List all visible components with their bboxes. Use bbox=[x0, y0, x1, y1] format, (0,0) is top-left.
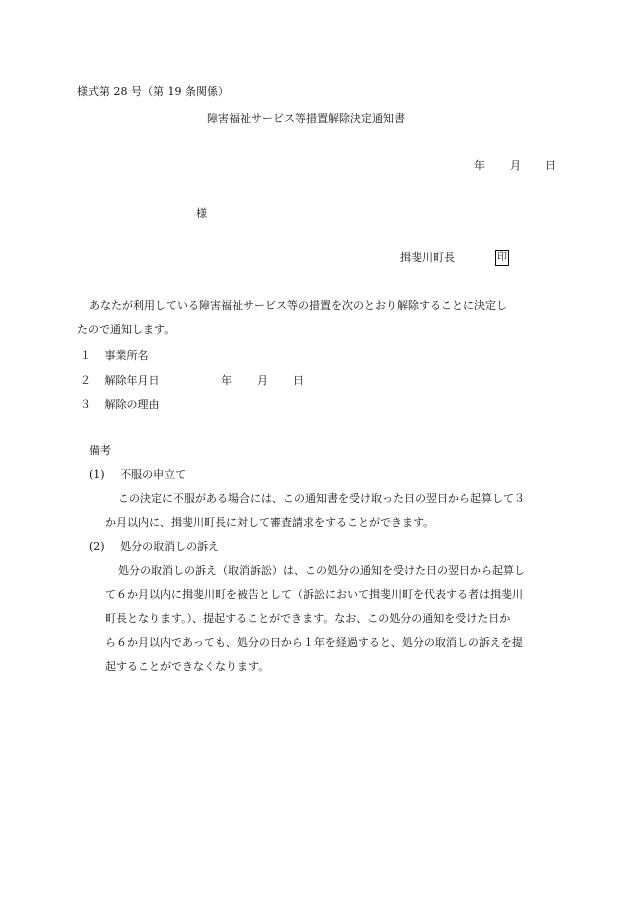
remark-2-title: 処分の取消しの訴え bbox=[120, 540, 220, 553]
remark-1-line-2: か月以内に、揖斐川町長に対して審査請求をすることができます。 bbox=[105, 516, 435, 529]
item-3 bbox=[80, 397, 160, 413]
item-1-number: １ bbox=[80, 349, 91, 362]
remark-2-header bbox=[89, 539, 219, 555]
item-2-month: 月 bbox=[257, 374, 268, 387]
item-2-year: 年 bbox=[221, 374, 232, 387]
date-year: 年 bbox=[474, 159, 485, 172]
remarks-heading: 備考 bbox=[89, 444, 111, 457]
remark-2-line-5: 起することができなくなります。 bbox=[105, 660, 270, 673]
date-day: 日 bbox=[545, 159, 556, 172]
issuer-line bbox=[400, 250, 509, 266]
item-3-number: ３ bbox=[80, 398, 91, 411]
remark-2-line-4: ら６か月以内であっても、処分の日から１年を経過すると、処分の取消しの訴えを提 bbox=[105, 636, 523, 649]
document-title: 障害福祉サービス等措置解除決定通知書 bbox=[207, 112, 405, 125]
remark-2-line-1: 処分の取消しの訴え（取消訴訟）は、この処分の通知を受けた日の翌日から起算し bbox=[118, 564, 525, 577]
remark-2-line-3: 町長となります。）、提起することができます。なお、この処分の通知を受けた日か bbox=[105, 612, 511, 625]
issuer-name: 揖斐川町長 bbox=[400, 251, 455, 264]
item-1 bbox=[80, 348, 149, 364]
remark-1-title: 不服の申立て bbox=[120, 468, 187, 481]
body-line-1: あなたが利用している障害福祉サービス等の措置を次のとおり解除することに決定し bbox=[89, 299, 507, 312]
item-1-label: 事業所名 bbox=[104, 349, 149, 362]
date-month: 月 bbox=[510, 159, 521, 172]
item-2-day: 日 bbox=[293, 374, 304, 387]
seal-mark: 印 bbox=[495, 250, 509, 266]
remark-2-number: (2) bbox=[89, 540, 105, 553]
item-2 bbox=[80, 373, 160, 389]
remark-1-number: (1) bbox=[89, 468, 105, 481]
remark-2-line-2: て６か月以内に揖斐川町を被告として（訴訟において揖斐川町を代表する者は揖斐川 bbox=[105, 588, 523, 601]
item-3-label: 解除の理由 bbox=[104, 398, 160, 411]
body-line-2: たので通知します。 bbox=[77, 323, 176, 336]
remark-1-line-1: この決定に不服がある場合には、この通知書を受け取った日の翌日から起算して３ bbox=[118, 492, 525, 505]
form-number: 様式第 28 号（第 19 条関係） bbox=[77, 85, 229, 98]
remark-1-header bbox=[89, 467, 186, 483]
addressee-suffix: 様 bbox=[196, 207, 207, 220]
item-2-number: ２ bbox=[80, 374, 91, 387]
item-2-label: 解除年月日 bbox=[104, 374, 160, 387]
